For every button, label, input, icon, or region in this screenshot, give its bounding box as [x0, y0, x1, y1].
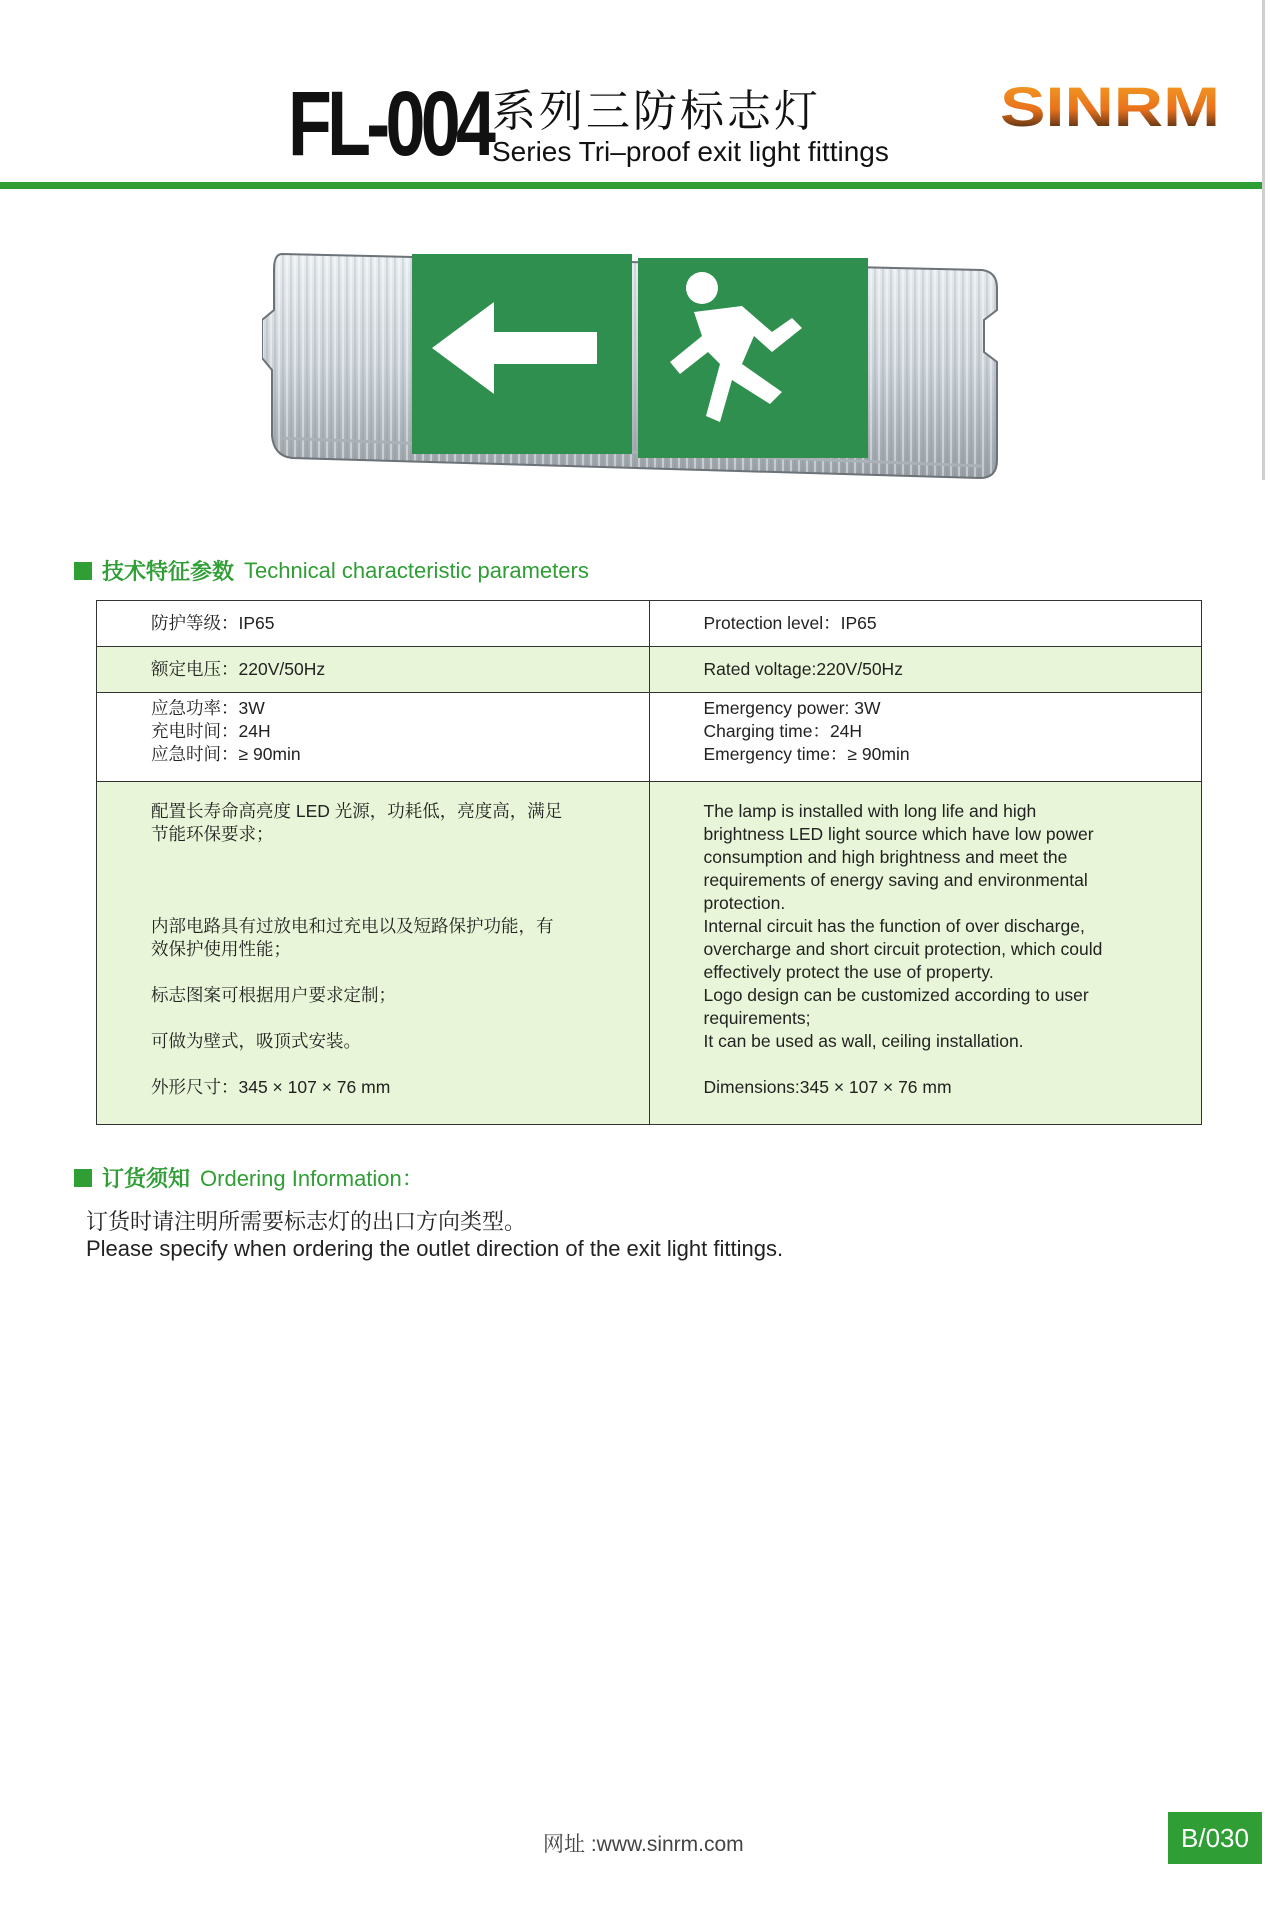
footer-url: 网址 :www.sinrm.com: [543, 1833, 744, 1856]
model-number: FL-004: [288, 73, 492, 175]
text-line: requirements of energy saving and environmental: [703, 870, 1088, 890]
exit-sign-right-panel: [638, 258, 868, 458]
ordering-text-en: Please specify when ordering the outlet direction of the exit light fittings.: [86, 1236, 784, 1261]
text-line: Dimensions:345 × 107 × 76 mm: [703, 1077, 952, 1097]
text-line: 应急功率：3W: [151, 698, 265, 718]
text-line: 内部电路具有过放电和过充电以及短路保护功能，有: [151, 916, 554, 936]
heading-square-icon: [74, 1169, 92, 1187]
text-line: Logo design can be customized according to user: [703, 985, 1089, 1005]
text-line: 可做为壁式，吸顶式安装。: [151, 1031, 361, 1051]
heading-en: Technical characteristic parameters: [244, 557, 589, 583]
svg-text:SINRM: SINRM: [1000, 75, 1220, 134]
text-line: It can be used as wall, ceiling installation.: [703, 1031, 1024, 1051]
heading-square-icon: [74, 562, 92, 580]
text-line: Emergency time：≥ 90min: [703, 744, 910, 764]
header-divider: [0, 182, 1262, 189]
cell-cn: [97, 782, 650, 1125]
text-line: 配置长寿命高亮度 LED 光源，功耗低，亮度高，满足: [151, 801, 563, 821]
exit-light-fixture-image: [262, 240, 1002, 500]
table-row: [97, 782, 1202, 1125]
sinrm-logo: [1000, 74, 1220, 134]
text-line: Charging time：24H: [703, 721, 863, 741]
ordering-text-cn: 订货时请注明所需要标志灯的出口方向类型。: [86, 1210, 527, 1235]
table-row: [97, 601, 1202, 647]
text-line: brightness LED light source which have low power: [703, 824, 1094, 844]
text-line: 标志图案可根据用户要求定制；: [151, 985, 396, 1005]
heading-cn: 技术特征参数: [102, 560, 235, 585]
text-line: requirements;: [703, 1008, 811, 1028]
text-line: Emergency power: 3W: [703, 698, 881, 718]
text-line: Internal circuit has the function of over discharge,: [703, 916, 1085, 936]
ordering-info-heading: [74, 1162, 424, 1193]
table-row: [97, 647, 1202, 693]
cell-en: [649, 693, 1202, 782]
heading-en: Ordering Information：: [200, 1166, 424, 1191]
text-line: 外形尺寸：345 × 107 × 76 mm: [151, 1077, 391, 1097]
cell-cn: 额定电压：220V/50Hz: [97, 647, 650, 693]
text-line: protection.: [703, 893, 786, 913]
heading-cn: 订货须知: [102, 1167, 191, 1192]
text-line: consumption and high brightness and meet the: [703, 847, 1068, 867]
cell-en: [649, 782, 1202, 1125]
cell-cn: [97, 693, 650, 782]
params-table: [96, 600, 1202, 1125]
cell-cn: 防护等级：IP65: [97, 601, 650, 647]
text-line: 节能环保要求；: [151, 824, 274, 844]
text-line: effectively protect the use of property.: [703, 962, 994, 982]
technical-params-heading: [74, 555, 589, 586]
text-line: 应急时间：≥ 90min: [151, 744, 301, 764]
table-row: [97, 693, 1202, 782]
cell-en: Protection level：IP65: [649, 601, 1202, 647]
cell-en: Rated voltage:220V/50Hz: [649, 647, 1202, 693]
title-english: Series Tri–proof exit light fittings: [492, 136, 889, 167]
text-line: The lamp is installed with long life and high: [703, 801, 1037, 821]
title-chinese: 系列三防标志灯: [492, 86, 821, 137]
text-line: 效保护使用性能；: [151, 939, 291, 959]
right-edge-rule: [1262, 0, 1265, 480]
text-line: overcharge and short circuit protection, which could: [703, 939, 1103, 959]
text-line: 充电时间：24H: [151, 721, 271, 741]
page-number-badge: B/030: [1168, 1812, 1262, 1864]
